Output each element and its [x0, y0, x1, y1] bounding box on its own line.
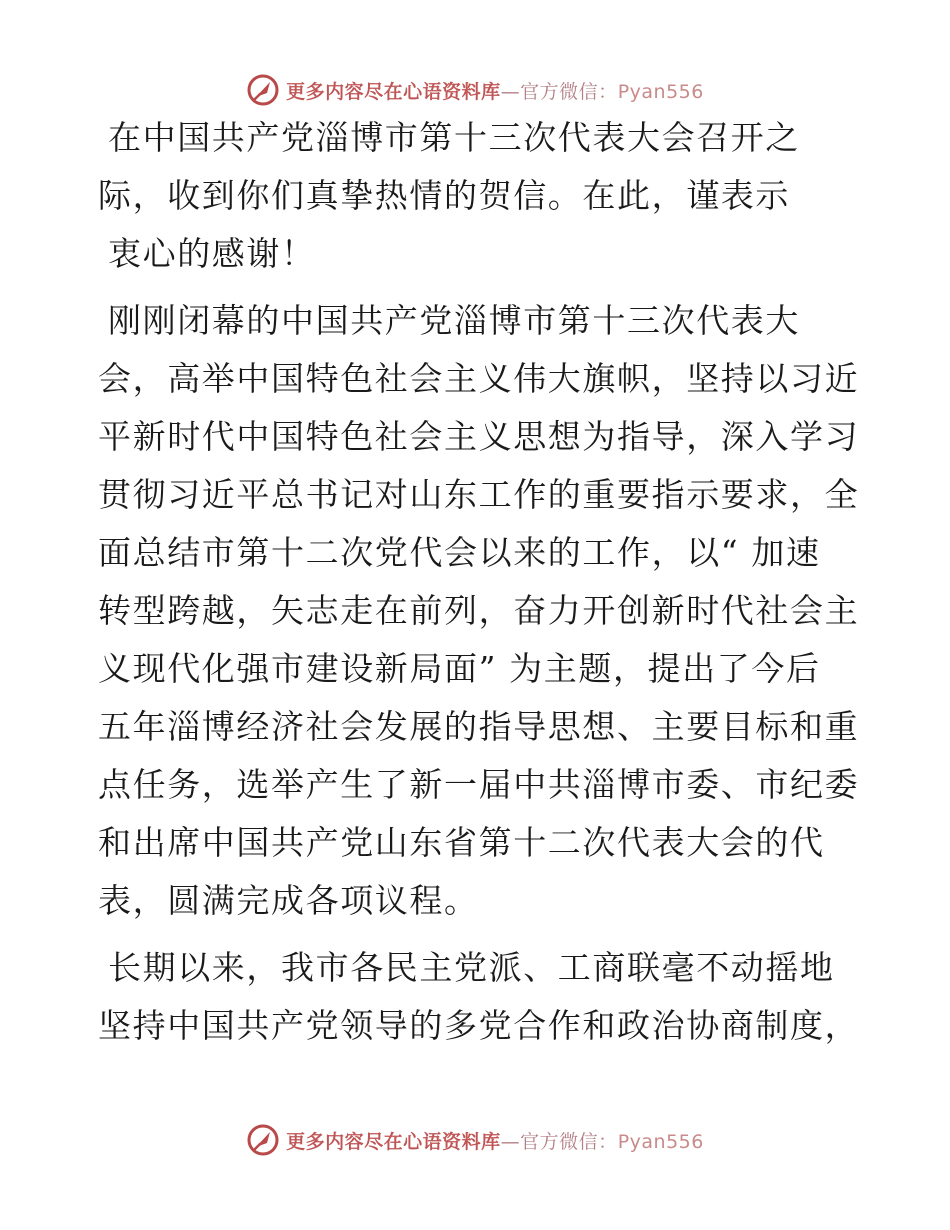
text-line: 衷心的感谢！: [108, 234, 316, 273]
header-watermark: [0, 70, 950, 110]
text-line: 面总结市第十二次党代会以来的工作，以“ 加速: [98, 533, 821, 572]
quill-logo-icon: [246, 1123, 280, 1157]
text-line: 贯彻习近平总书记对山东工作的重要指示要求，全: [98, 475, 860, 514]
text-line: 转型跨越，矢志走在前列，奋力开创新时代社会主: [98, 591, 860, 630]
watermark-brand: 更多内容尽在心语资料库: [286, 80, 501, 103]
footer-watermark: [0, 1120, 950, 1160]
watermark-text: [286, 77, 704, 104]
text-line: 点任务，选举产生了新一届中共淄博市委、市纪委: [98, 765, 860, 804]
text-line: 义现代化强市建设新局面” 为主题，提出了今后: [98, 649, 821, 688]
watermark-dash: —: [500, 1130, 521, 1153]
paragraph-2: [98, 301, 858, 921]
text-line: 和出席中国共产党山东省第十二次代表大会的代: [98, 823, 825, 862]
text-line: 表，圆满完成各项议程。: [98, 881, 479, 920]
text-line: 在中国共产党淄博市第十三次代表大会召开之: [108, 118, 800, 157]
text-line: 际，收到你们真挚热情的贺信。在此，谨表示: [98, 176, 790, 215]
watermark-label: 官方微信：: [520, 80, 618, 103]
watermark-dash: —: [500, 80, 521, 103]
text-line: 坚持中国共产党领导的多党合作和政治协商制度，: [98, 1006, 860, 1045]
watermark-text: [286, 1127, 704, 1154]
watermark-wechat-id: Pyan556: [617, 80, 704, 103]
watermark-brand: 更多内容尽在心语资料库: [286, 1130, 501, 1153]
text-line: 平新时代中国特色社会主义思想为指导，深入学习: [98, 417, 860, 456]
text-line: 刚刚闭幕的中国共产党淄博市第十三次代表大: [108, 301, 800, 340]
text-line: 会，高举中国特色社会主义伟大旗帜，坚持以习近: [98, 359, 860, 398]
text-line: 长期以来，我市各民主党派、工商联毫不动摇地: [108, 948, 835, 987]
document-body: [98, 118, 858, 1064]
watermark-wechat-id: Pyan556: [617, 1130, 704, 1153]
paragraph-3: [98, 948, 858, 1046]
watermark-label: 官方微信：: [520, 1130, 618, 1153]
paragraph-1: [98, 118, 858, 274]
quill-logo-icon: [246, 73, 280, 107]
text-line: 五年淄博经济社会发展的指导思想、主要目标和重: [98, 707, 860, 746]
